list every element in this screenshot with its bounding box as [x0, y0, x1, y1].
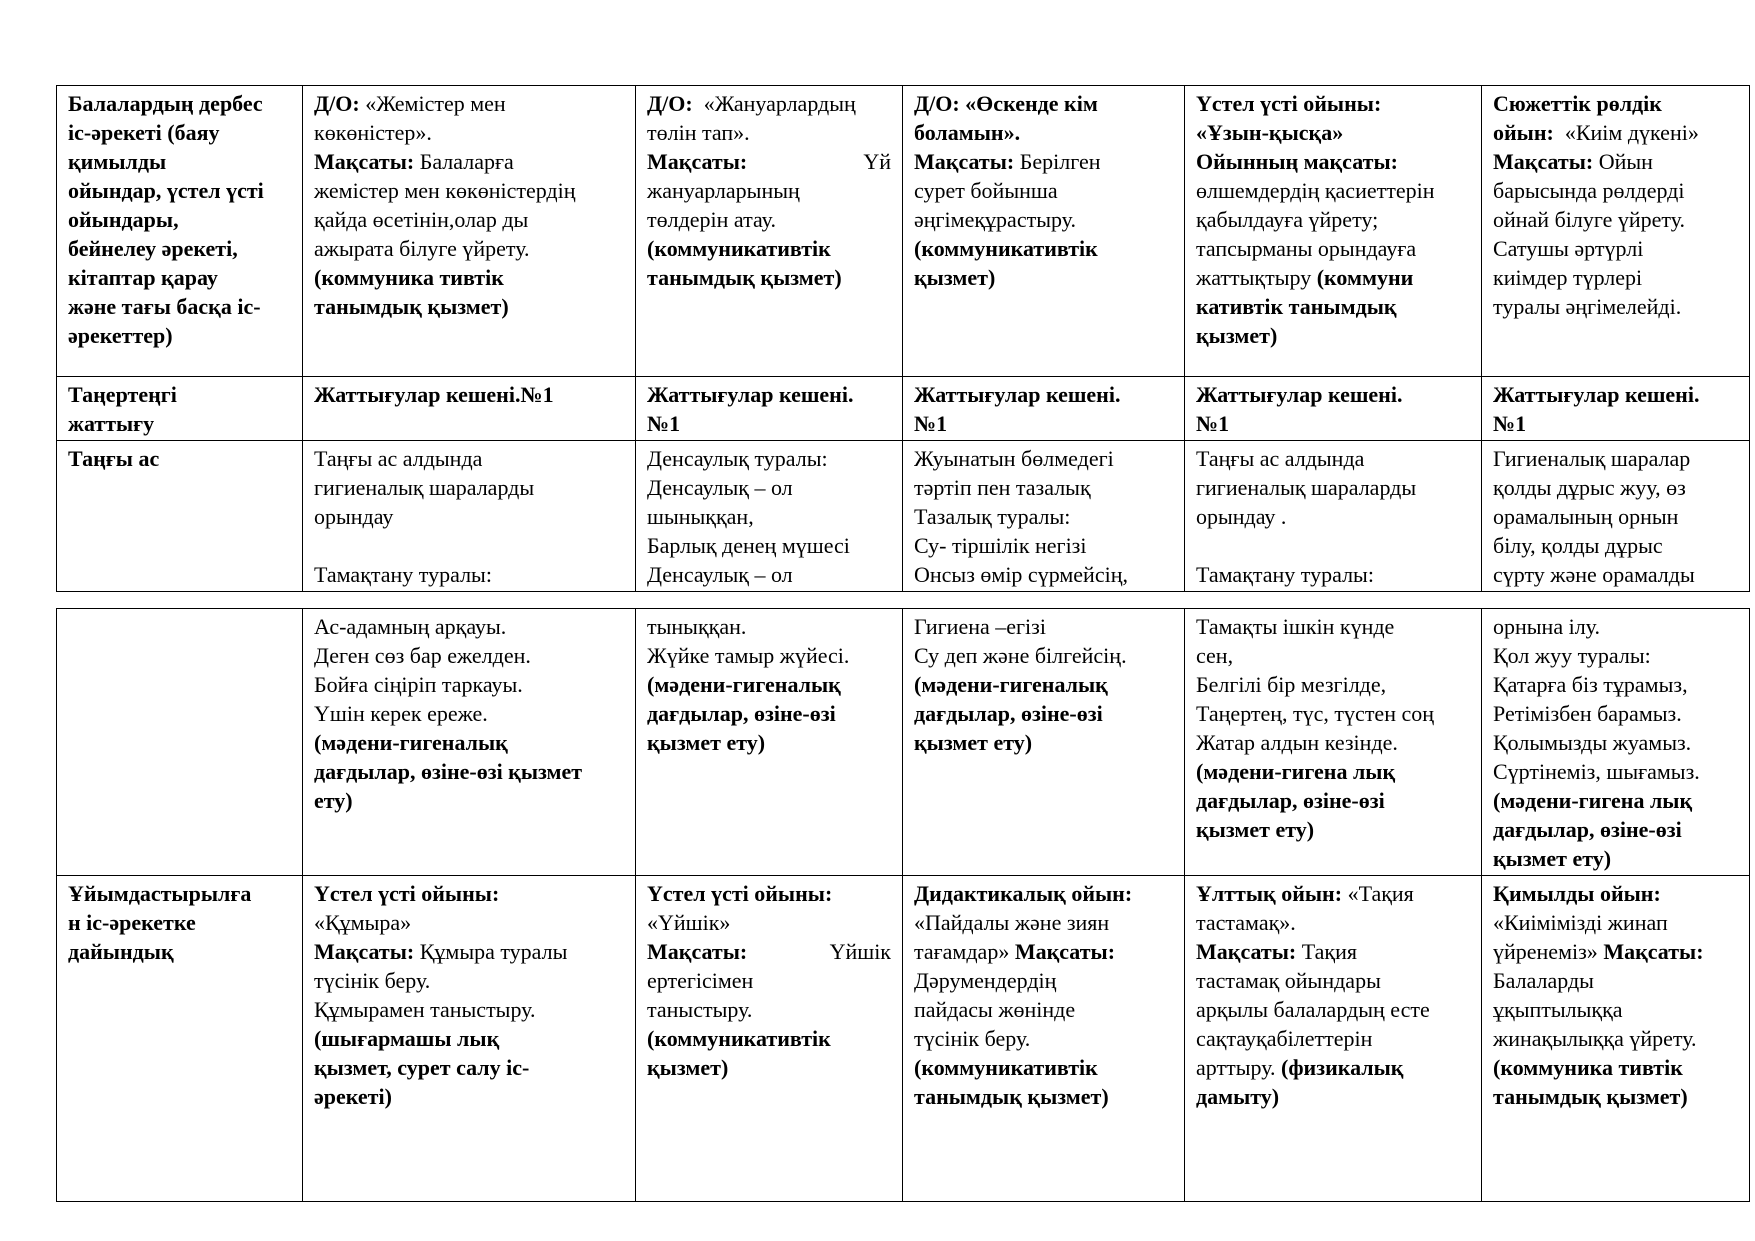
- table-row: [57, 86, 1750, 377]
- day-cell: Тамақты ішкін күнде сен, Белгілі бір мезгілде, Таңертең, түс, түстен соң Жатар алдын кезінде. (мәдени-гигена лық дағдылар, өзіне-өзі қызмет ету): [1185, 609, 1482, 876]
- table-row: [57, 876, 1750, 1202]
- schedule-table-1: [56, 85, 1750, 592]
- day-cell: Үстел үсті ойыны: «Ұзын-қысқа» Ойынның мақсаты: өлшемдердің қасиеттерін қабылдауға үйрету; тапсырманы орындауға жаттықтыру (коммуни кативтік танымдық қызмет): [1185, 86, 1482, 377]
- activity-label-cell: Таңғы ас: [57, 441, 303, 592]
- day-cell: тыныққан. Жүйке тамыр жүйесі. (мәдени-гигеналық дағдылар, өзіне-өзі қызмет ету): [636, 609, 903, 876]
- day-cell: Ас-адамның арқауы. Деген сөз бар ежелден. Бойға сіңіріп таркауы. Үшін керек ереже. (мәдени-гигеналық дағдылар, өзіне-өзі қызмет ету): [303, 609, 636, 876]
- activity-label-cell: [57, 609, 303, 876]
- day-cell: Жаттығулар кешені. №1: [1482, 377, 1750, 441]
- schedule-table-2: [56, 608, 1750, 1202]
- day-cell: Жаттығулар кешені. №1: [903, 377, 1185, 441]
- activity-label-cell: Ұйымдастырылға н іс-әрекетке дайындық: [57, 876, 303, 1202]
- day-cell: Үстел үсті ойыны: «Құмыра» Мақсаты: Құмыра туралы түсінік беру. Құмырамен таныстыру. (шығармашы лық қызмет, сурет салу іс- әрекеті): [303, 876, 636, 1202]
- day-cell: Ұлттық ойын: «Тақия тастамақ». Мақсаты: Тақия тастамақ ойындары арқылы балалардың есте сақтауқабілеттерін арттыру. (физикалық дамыту): [1185, 876, 1482, 1202]
- day-cell: Денсаулық туралы: Денсаулық – ол шыныққан, Барлық денең мүшесі Денсаулық – ол: [636, 441, 903, 592]
- day-cell: Жаттығулар кешені. №1: [636, 377, 903, 441]
- activity-label-cell: Балалардың дербес іс-әрекеті (баяу қимылды ойындар, үстел үсті ойындары, бейнелеу әрекеті, кітаптар қарау және тағы басқа іс- әрекеттер): [57, 86, 303, 377]
- table-row: [57, 441, 1750, 592]
- day-cell: Жаттығулар кешені. №1: [1185, 377, 1482, 441]
- day-cell: Таңғы ас алдында гигиеналық шараларды орындау . Тамақтану туралы:: [1185, 441, 1482, 592]
- day-cell: орнына ілу. Қол жуу туралы: Қатарға біз тұрамыз, Ретімізбен барамыз. Қолымызды жуамыз. Сүртінеміз, шығамыз. (мәдени-гигена лық дағдылар, өзіне-өзі қызмет ету): [1482, 609, 1750, 876]
- day-cell: Таңғы ас алдында гигиеналық шараларды орындау Тамақтану туралы:: [303, 441, 636, 592]
- day-cell: Үстел үсті ойыны: «Үйшік» Мақсаты: Үйшік ертегісімен таныстыру. (коммуникативтік қызмет): [636, 876, 903, 1202]
- day-cell: Қимылды ойын: «Киімімізді жинап үйренеміз» Мақсаты: Балаларды ұқыптылыққа жинақылыққа үйрету. (коммуника тивтік танымдық қызмет): [1482, 876, 1750, 1202]
- day-cell: Жуынатын бөлмедегі тәртіп пен тазалық Тазалық туралы: Су- тіршілік негізі Онсыз өмір сүрмейсің,: [903, 441, 1185, 592]
- table-row: [57, 377, 1750, 441]
- day-cell: Гигиеналық шаралар қолды дұрыс жуу, өз орамалының орнын білу, қолды дұрыс сүрту және орамалды: [1482, 441, 1750, 592]
- day-cell: Дидактикалық ойын: «Пайдалы және зиян тағамдар» Мақсаты: Дәрумендердің пайдасы жөнінде түсінік беру. (коммуникативтік танымдық қызмет): [903, 876, 1185, 1202]
- day-cell: Д/О: «Өскенде кім боламын». Мақсаты: Берілген сурет бойынша әңгімеқұрастыру. (коммуникативтік қызмет): [903, 86, 1185, 377]
- day-cell: Д/О: «Жемістер мен көкөністер». Мақсаты: Балаларға жемістер мен көкөністердің қайда өсетінін,олар ды ажырата білуге үйрету. (коммуника тивтік танымдық қызмет): [303, 86, 636, 377]
- table-row: [57, 609, 1750, 876]
- day-cell: Д/О: «Жануарлардың төлін тап». Мақсаты: Үй жануарларының төлдерін атау. (коммуникативтік танымдық қызмет): [636, 86, 903, 377]
- activity-label-cell: Таңертеңгі жаттығу: [57, 377, 303, 441]
- day-cell: Жаттығулар кешені.№1: [303, 377, 636, 441]
- day-cell: Гигиена –егізі Су деп және білгейсің. (мәдени-гигеналық дағдылар, өзіне-өзі қызмет ету): [903, 609, 1185, 876]
- day-cell: Сюжеттік рөлдік ойын: «Киім дүкені» Мақсаты: Ойын барысында рөлдерді ойнай білуге үйрету. Сатушы әртүрлі киімдер түрлері туралы әңгімелейді.: [1482, 86, 1750, 377]
